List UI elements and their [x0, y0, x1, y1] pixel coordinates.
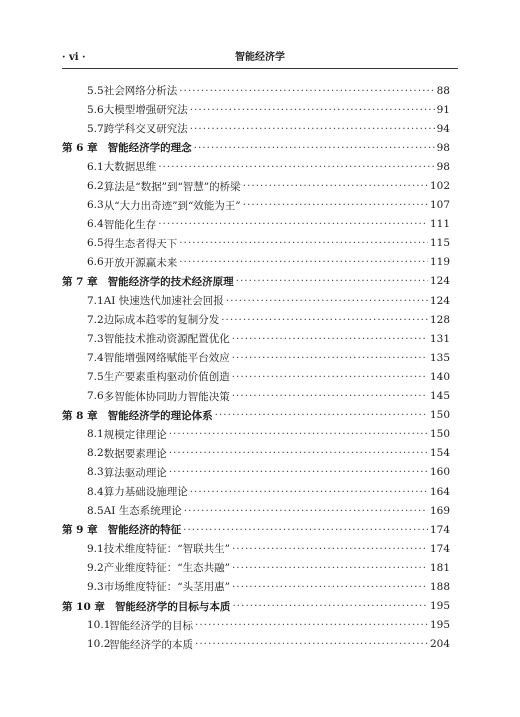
- dot-leader: [194, 142, 435, 154]
- dot-leader: [179, 85, 434, 97]
- toc-entry-number: 7.6: [87, 390, 104, 403]
- dot-leader: [232, 600, 428, 612]
- toc-entry-title: 智能经济学的目标与本质: [114, 600, 231, 613]
- dot-leader: [243, 199, 428, 211]
- toc-entry-page: 154: [429, 447, 450, 460]
- toc-entry-page: 164: [429, 485, 450, 498]
- toc-section-entry: [62, 367, 450, 386]
- toc-entry-number: 8.2: [87, 447, 104, 460]
- toc-entry-page: 107: [429, 199, 450, 212]
- toc-section-entry: [62, 100, 450, 119]
- toc-entry-title: 算法是“数据”到“智慧”的桥梁: [103, 180, 241, 193]
- toc-section-entry: [62, 215, 450, 234]
- toc-entry-number: 第 9 章: [62, 524, 98, 537]
- toc-entry-title: 智能增强网络赋能平台效应: [103, 352, 230, 365]
- toc-entry-page: 111: [429, 218, 450, 231]
- toc-entry-number: 5.7: [87, 122, 104, 135]
- toc-entry-number: 7.3: [87, 332, 104, 345]
- toc-section-entry: [62, 463, 450, 482]
- toc-entry-number: 6.6: [87, 256, 104, 269]
- dot-leader: [169, 428, 428, 440]
- toc-section-entry: [62, 558, 450, 577]
- toc-section-entry: [62, 310, 450, 329]
- toc-entry-number: 9.1: [87, 542, 104, 555]
- toc-entry-title: 得生态者得天下: [103, 237, 178, 250]
- dot-leader: [195, 619, 428, 631]
- toc-section-entry: [62, 157, 450, 176]
- dot-leader: [243, 180, 428, 192]
- toc-chapter-entry: [62, 597, 450, 616]
- dot-leader: [232, 333, 428, 345]
- toc-entry-title: 跨学科交叉研究法: [103, 123, 188, 136]
- toc-entry-page: 140: [429, 370, 450, 383]
- dot-leader: [190, 123, 435, 135]
- toc-entry-page: 174: [429, 523, 450, 536]
- toc-entry-title: 从“大力出奇迹”到“效能为王”: [103, 199, 241, 212]
- toc-entry-page: 145: [429, 390, 450, 403]
- toc-chapter-entry: [62, 138, 450, 157]
- dot-leader: [221, 314, 428, 326]
- toc-entry-page: 181: [429, 561, 450, 574]
- dot-leader: [232, 543, 428, 555]
- toc-chapter-entry: [62, 272, 450, 291]
- toc-entry-title: AI 生态系统理论: [103, 505, 182, 518]
- dot-leader: [236, 275, 428, 287]
- toc-entry-title: 边际成本趋零的复制分发: [103, 314, 220, 327]
- toc-entry-number: 8.5: [87, 504, 104, 517]
- toc-entry-title: 技术维度特征：“智联共生”: [103, 543, 230, 556]
- page-header: [62, 50, 458, 66]
- toc-entry-page: 91: [436, 103, 450, 116]
- toc-entry-page: 124: [429, 294, 450, 307]
- toc-entry-page: 135: [429, 351, 450, 364]
- toc-section-entry: [62, 119, 450, 138]
- toc-entry-number: 9.3: [87, 580, 104, 593]
- toc-section-entry: [62, 196, 450, 215]
- toc-entry-number: 9.2: [87, 561, 104, 574]
- toc-chapter-entry: [62, 520, 450, 539]
- toc-entry-title: 智能经济学的目标: [109, 619, 193, 632]
- toc-entry-page: 128: [429, 313, 450, 326]
- toc-entry-page: 98: [436, 141, 450, 154]
- toc-entry-number: 6.2: [87, 180, 104, 193]
- toc-entry-title: 社会网络分析法: [103, 85, 178, 98]
- toc-section-entry: [62, 501, 450, 520]
- toc-entry-page: 150: [429, 409, 450, 422]
- toc-section-entry: [62, 539, 450, 558]
- dot-leader: [158, 218, 428, 230]
- dot-leader: [190, 486, 428, 498]
- toc-entry-title: 数据要素理论: [103, 447, 167, 460]
- toc-entry-page: 124: [429, 275, 450, 288]
- toc-entry-number: 8.4: [87, 485, 104, 498]
- toc-entry-title: 大数据思维: [103, 161, 157, 174]
- toc-chapter-entry: [62, 406, 450, 425]
- toc-entry-page: 150: [429, 428, 450, 441]
- dot-leader: [232, 352, 428, 364]
- table-of-contents: [62, 81, 450, 654]
- toc-entry-page: 131: [429, 332, 450, 345]
- toc-entry-page: 98: [436, 160, 450, 173]
- toc-entry-title: 开放开源赢未来: [103, 256, 178, 269]
- header-rule: [62, 68, 458, 69]
- toc-entry-page: 119: [429, 256, 450, 269]
- toc-entry-page: 195: [429, 600, 450, 613]
- toc-section-entry: [62, 253, 450, 272]
- toc-entry-title: 生产要素重构驱动价值创造: [103, 371, 230, 384]
- toc-section-entry: [62, 81, 450, 100]
- toc-entry-number: 5.6: [87, 103, 104, 116]
- dot-leader: [232, 371, 428, 383]
- dot-leader: [232, 562, 428, 574]
- toc-section-entry: [62, 176, 450, 195]
- toc-entry-title: AI 快速迭代加速社会回报: [103, 295, 224, 308]
- toc-entry-number: 5.5: [87, 84, 104, 97]
- toc-section-entry: [62, 425, 450, 444]
- toc-entry-number: 8.1: [87, 428, 104, 441]
- toc-entry-number: 8.3: [87, 466, 104, 479]
- toc-entry-number: 6.5: [87, 237, 104, 250]
- toc-entry-page: 204: [429, 638, 450, 651]
- toc-entry-number: 第 10 章: [62, 600, 105, 613]
- toc-entry-title: 多智能体协同助力智能决策: [103, 390, 230, 403]
- toc-entry-title: 智能技术推动资源配置优化: [103, 333, 230, 346]
- toc-entry-title: 市场维度特征：“头茎用惠”: [103, 581, 230, 594]
- toc-entry-title: 产业维度特征：“生态共融”: [103, 562, 230, 575]
- toc-section-entry: [62, 635, 450, 654]
- dot-leader: [232, 390, 428, 402]
- toc-entry-page: 160: [429, 466, 450, 479]
- dot-leader: [232, 581, 428, 593]
- book-title: 智能经济学: [235, 52, 285, 63]
- toc-entry-number: 第 6 章: [62, 142, 98, 155]
- toc-section-entry: [62, 387, 450, 406]
- toc-section-entry: [62, 329, 450, 348]
- toc-entry-page: 174: [429, 542, 450, 555]
- toc-entry-number: 10.2: [87, 638, 111, 651]
- toc-entry-page: 195: [429, 619, 450, 632]
- toc-entry-number: 7.2: [87, 313, 104, 326]
- toc-entry-page: 188: [429, 580, 450, 593]
- toc-entry-title: 智能经济学的技术经济原理: [107, 275, 234, 288]
- toc-entry-number: 6.4: [87, 218, 104, 231]
- toc-entry-title: 智能经济的特征: [107, 524, 182, 537]
- dot-leader: [215, 409, 428, 421]
- dot-leader: [158, 161, 434, 173]
- toc-entry-title: 规模定律理论: [103, 428, 167, 441]
- toc-section-entry: [62, 444, 450, 463]
- toc-entry-number: 7.4: [87, 351, 104, 364]
- toc-entry-number: 第 8 章: [62, 409, 98, 422]
- dot-leader: [190, 104, 435, 116]
- toc-section-entry: [62, 577, 450, 596]
- dot-leader: [169, 447, 428, 459]
- toc-entry-title: 智能经济学的理念: [107, 142, 192, 155]
- dot-leader: [184, 505, 428, 517]
- toc-entry-page: 115: [429, 237, 450, 250]
- dot-leader: [179, 256, 428, 268]
- dot-leader: [226, 295, 428, 307]
- toc-entry-page: 102: [429, 180, 450, 193]
- toc-section-entry: [62, 234, 450, 253]
- toc-entry-page: 94: [436, 122, 450, 135]
- toc-entry-number: 6.1: [87, 160, 104, 173]
- toc-entry-title: 算法驱动理论: [103, 466, 167, 479]
- dot-leader: [179, 237, 428, 249]
- toc-section-entry: [62, 616, 450, 635]
- toc-entry-title: 智能化生存: [103, 218, 157, 231]
- toc-entry-page: 88: [436, 84, 450, 97]
- toc-entry-number: 6.3: [87, 199, 104, 212]
- dot-leader: [195, 638, 428, 650]
- page-number: · vi ·: [62, 52, 86, 63]
- dot-leader: [183, 524, 428, 536]
- toc-entry-number: 第 7 章: [62, 275, 98, 288]
- toc-entry-number: 10.1: [87, 619, 111, 632]
- toc-section-entry: [62, 482, 450, 501]
- toc-section-entry: [62, 291, 450, 310]
- toc-entry-title: 智能经济学的理论体系: [107, 409, 213, 422]
- toc-entry-number: 7.5: [87, 370, 104, 383]
- toc-entry-page: 169: [429, 504, 450, 517]
- toc-entry-title: 大模型增强研究法: [103, 104, 188, 117]
- dot-leader: [169, 466, 428, 478]
- toc-entry-title: 智能经济学的本质: [109, 638, 193, 651]
- toc-entry-title: 算力基础设施理论: [103, 486, 188, 499]
- toc-section-entry: [62, 348, 450, 367]
- toc-entry-number: 7.1: [87, 294, 104, 307]
